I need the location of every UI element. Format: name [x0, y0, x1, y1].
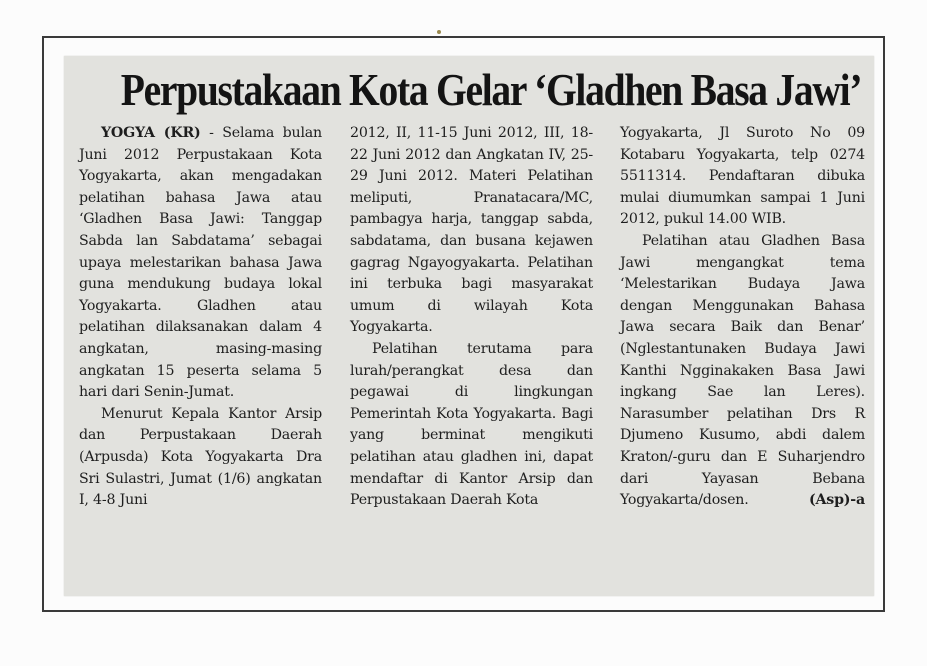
- newspaper-clipping: [64, 56, 874, 596]
- column-2-paragraph-1: 2012, II, 11-15 Juni 2012, III, 18-22 Juni 2012 dan Angkatan IV, 25-29 Juni 2012. Materi Pelatihan meliputi, Pranatacara/MC, pambagya harja, tanggap sabda, sabdatama, dan busana kejawen gagrag Ngayogyakarta. Pelatihan ini terbuka bagi masyarakat umum di wilayah Kota Yogyakarta.: [350, 125, 593, 336]
- article-dateline: YOGYA (KR): [101, 125, 201, 141]
- column-3-paragraph-1: Yogyakarta, Jl Suroto No 09 Kotabaru Yogyakarta, telp 0274 5511314. Pendaftaran dibuka mulai diumumkan sampai 1 Juni 2012, pukul 14.00 WIB.: [620, 125, 865, 228]
- column-2-paragraph-2: Pelatihan terutama para lurah/perangkat desa dan pegawai di lingkungan Pemerintah Kota Yogyakarta. Bagi yang berminat mengikuti pelatihan atau gladhen ini, dapat mendaftar di Kantor Arsip dan Perpustakaan Daerah Kota: [350, 340, 593, 509]
- article-column-2: [350, 123, 593, 512]
- column-3-paragraph-2: [620, 231, 865, 512]
- column-3-paragraph-2-text: Pelatihan atau Gladhen Basa Jawi mengangkat tema ‘Melestarikan Budaya Jawa dengan Menggunakan Bahasa Jawa secara Baik dan Benar’ (Nglestantunaken Budaya Jawi Kanthi Ngginakaken Basa Jawi ingkang Sae lan Leres). Narasumber pelatihan Drs R Djumeno Kusumo, abdi dalem Kraton/-guru dan E Suharjendro dari Yayasan Bebana Yogyakarta/dosen.: [620, 232, 865, 509]
- column-1-paragraph-2: Menurut Kepala Kantor Arsip dan Perpustakaan Daerah (Arpusda) Kota Yogyakarta Dra Sri Sulastri, Jumat (1/6) angkatan I, 4-8 Juni: [79, 405, 322, 509]
- article-byline: (Asp)-a: [808, 492, 865, 509]
- scan-speck: [437, 30, 441, 34]
- article-column-1: [79, 123, 322, 512]
- column-1-paragraph-1: [79, 123, 322, 404]
- article-column-3: [620, 123, 865, 512]
- article-headline: Perpustakaan Kota Gelar ‘Gladhen Basa Jawi’: [120, 64, 862, 115]
- column-1-paragraph-1-text: - Selama bulan Juni 2012 Perpustakaan Kota Yogyakarta, akan mengadakan pelatihan bahasa Jawa atau ‘Gladhen Basa Jawi: Tanggap Sabda lan Sabdatama’ sebagai upaya melestarikan bahasa Jawa guna mendukung budaya lokal Yogyakarta. Gladhen atau pelatihan dilaksanakan dalam 4 angkatan, masing-masing angkatan 15 peserta selama 5 hari dari Senin-Jumat.: [79, 125, 322, 401]
